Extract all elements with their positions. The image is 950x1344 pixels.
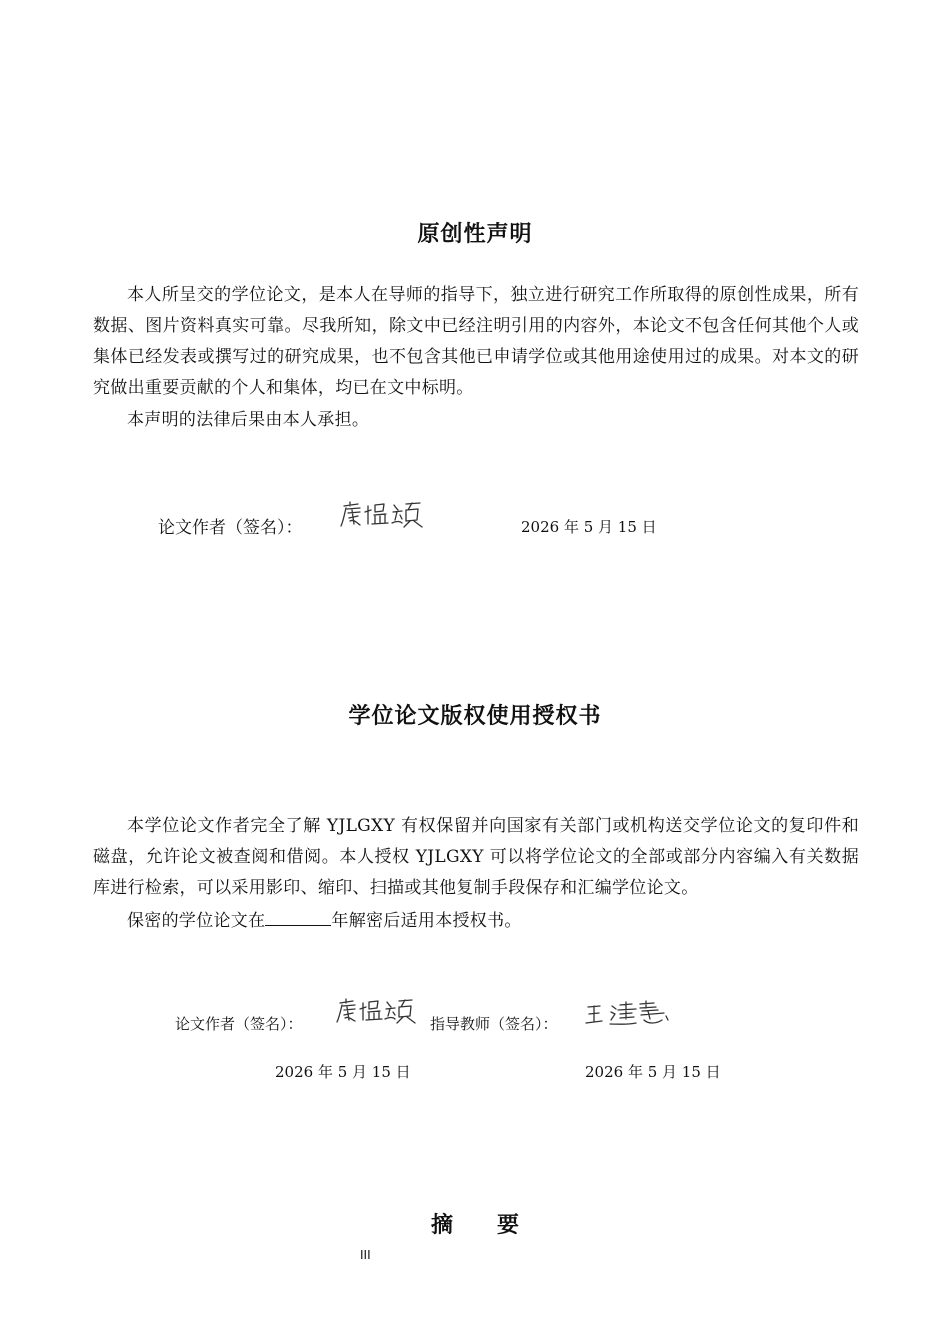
declaration-title: 原创性声明	[417, 222, 533, 247]
authorization-advisor-date: 2026 年 5 月 15 日	[585, 1063, 721, 1081]
authorization-advisor-label: 指导教师（签名）：	[430, 1015, 558, 1033]
declaration-paragraph-2: 本声明的法律后果由本人承担。	[127, 410, 370, 430]
authorization-author-date: 2026 年 5 月 15 日	[275, 1063, 411, 1081]
declaration-author-signature	[338, 496, 428, 530]
confidential-prefix: 保密的学位论文在	[127, 911, 266, 931]
authorization-advisor-signature	[584, 998, 670, 1030]
abstract-title: 摘 要	[430, 1213, 519, 1238]
declaration-paragraph-1: 本人所呈交的学位论文，是本人在导师的指导下，独立进行研究工作所取得的原创性成果，所有数据、图片资料真实可靠。尽我所知，除文中已经注明引用的内容外，本论文不包含任何其他个人或集体已经发表或撰写过的研究成果，也不包含其他已申请学位或其他用途使用过的成果。对本文的研究做出重要贡献的个人和集体，均已在文中标明。	[93, 285, 859, 398]
declaration-author-label: 论文作者（签名）：	[158, 518, 303, 538]
confidential-year-blank[interactable]	[265, 911, 331, 926]
authorization-title: 学位论文版权使用授权书	[348, 704, 602, 729]
authorization-author-label: 论文作者（签名）：	[175, 1015, 303, 1033]
page-number: III	[360, 1248, 371, 1262]
confidential-suffix: 年解密后适用本授权书。	[331, 911, 522, 931]
authorization-author-signature	[334, 994, 418, 1026]
authorization-paragraph-2	[93, 906, 859, 937]
declaration-date: 2026 年 5 月 15 日	[521, 518, 657, 536]
authorization-paragraph-1: 本学位论文作者完全了解 YJLGXY 有权保留并向国家有关部门或机构送交学位论文的复印件和磁盘，允许论文被查阅和借阅。本人授权 YJLGXY 可以将学位论文的全部或部分内容编入有关数据库进行检索，可以采用影印、缩印、扫描或其他复制手段保存和汇编学位论文。	[93, 816, 859, 898]
